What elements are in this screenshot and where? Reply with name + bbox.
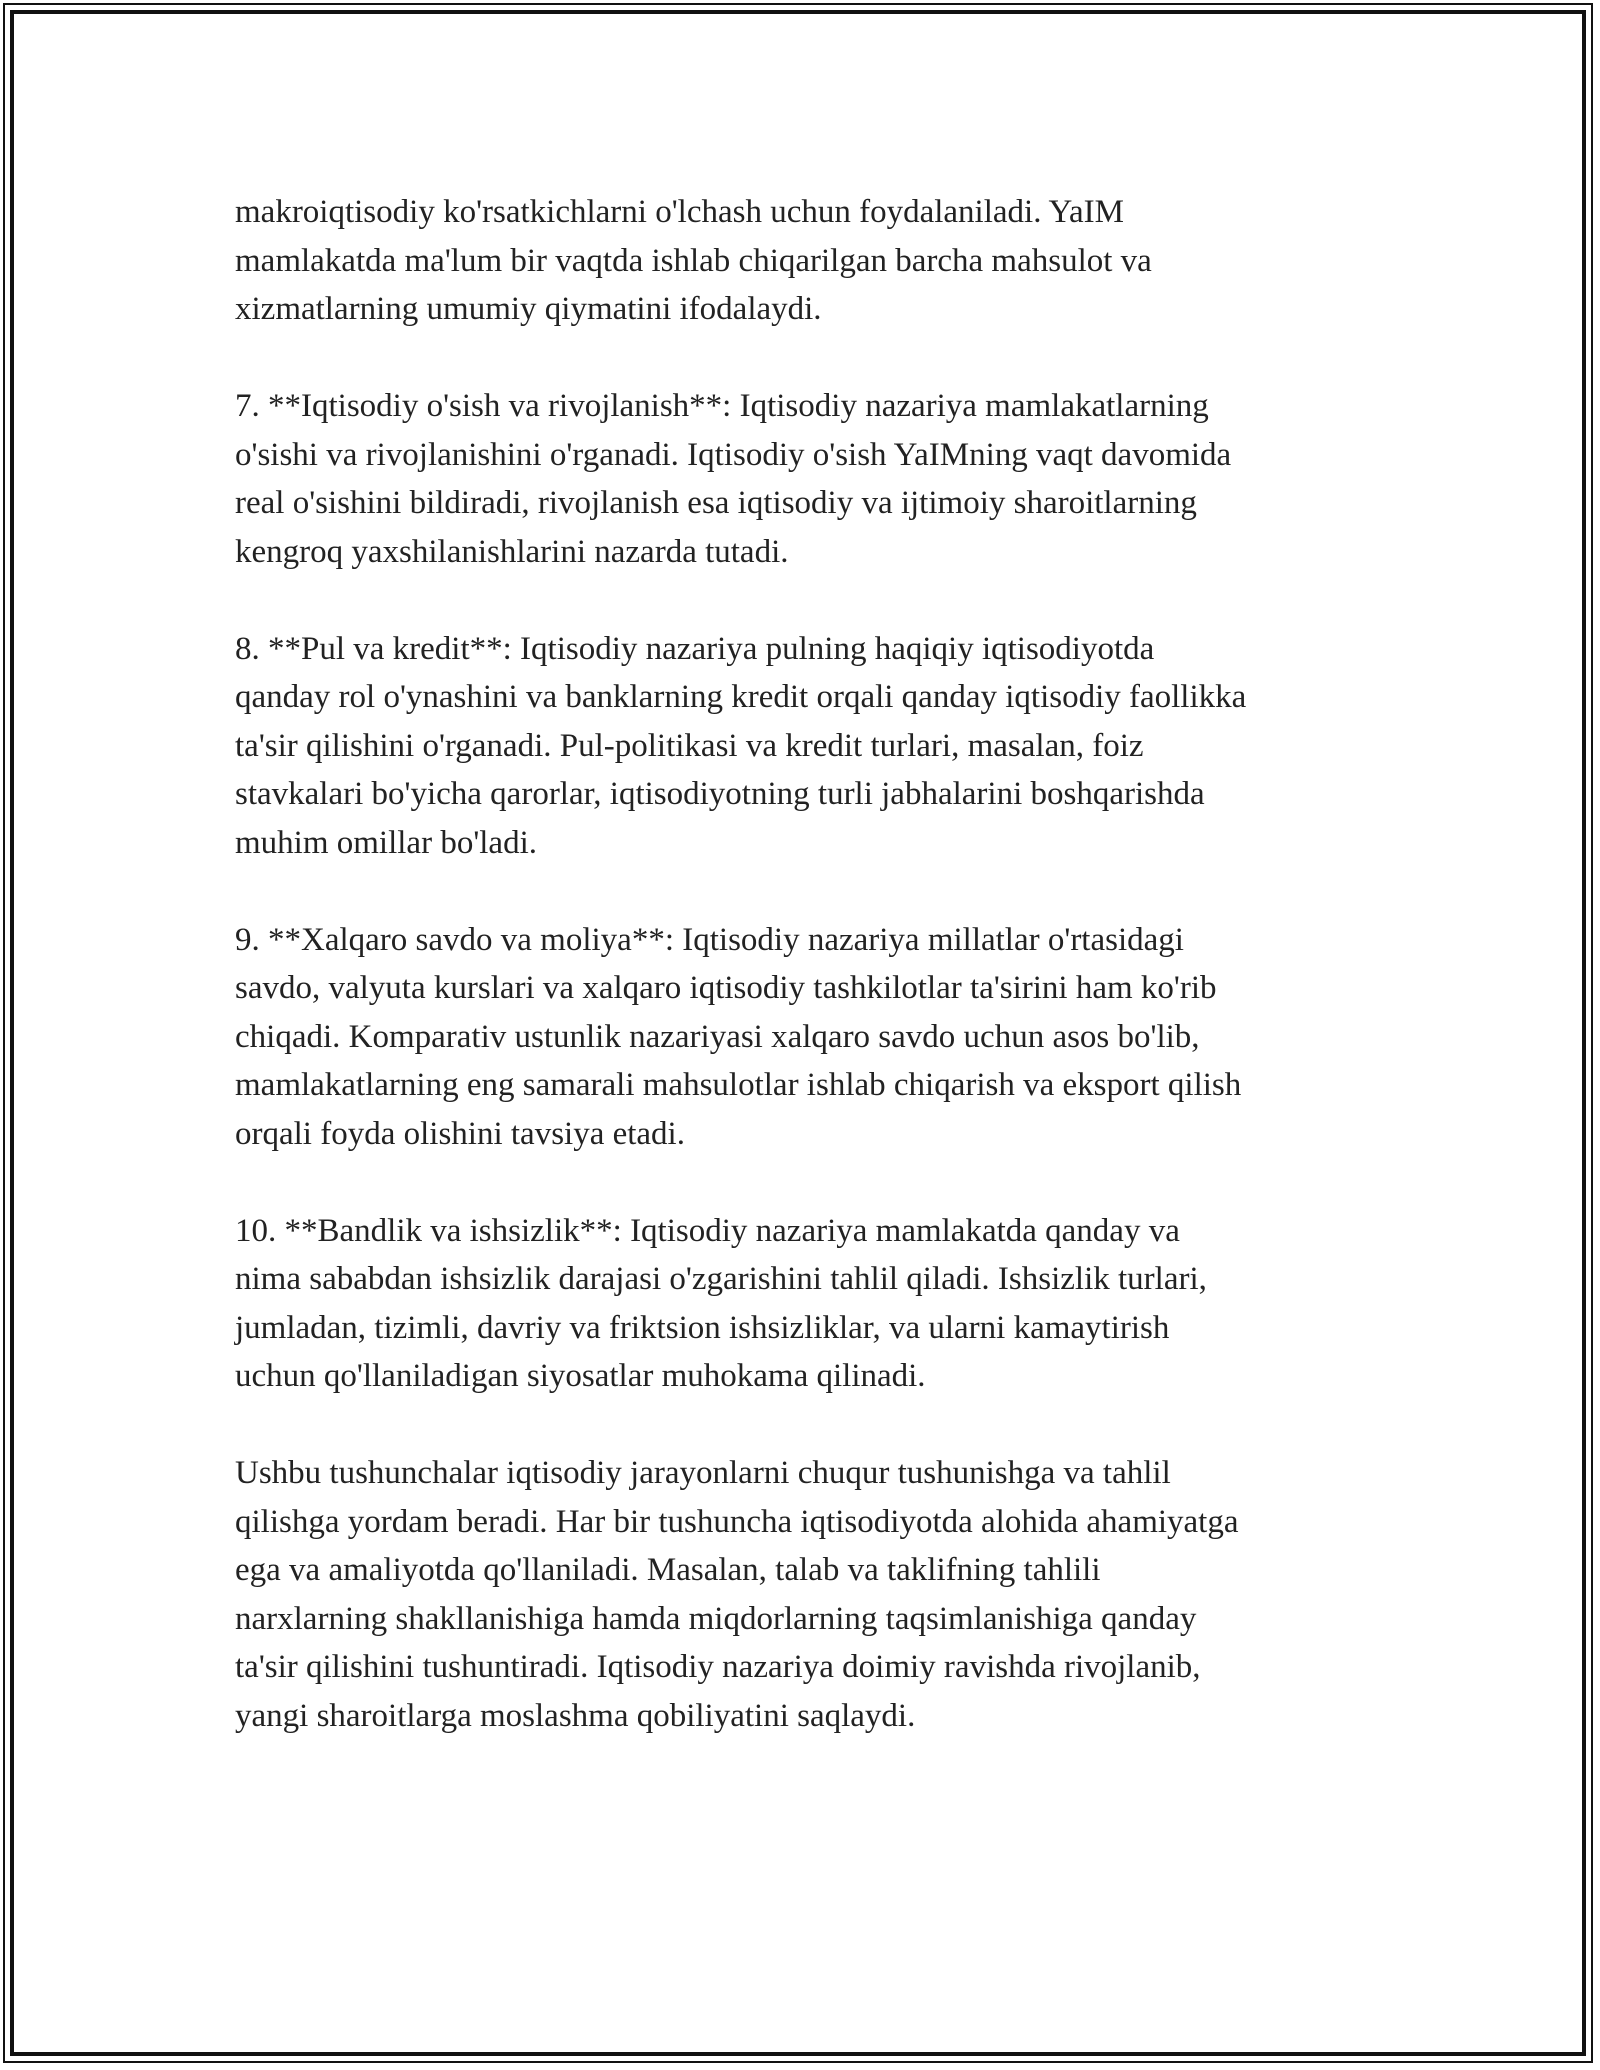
paragraph-conclusion: Ushbu tushunchalar iqtisodiy jarayonlarni chuqur tushunishga va tahlil qilishga yordam beradi. Har bir tushuncha iqtisodiyotda alohida ahamiyatga ega va amaliyotda qo'llaniladi. Masalan, talab va taklifning tahlili narxlarning shakllanishiga hamda miqdorlarning taqsimlanishiga qanday ta'sir qilishini tushuntiradi. Iqtisodiy nazariya doimiy ravishda rivojlanib, yangi sharoitlarga moslashma qobiliyatini saqlaydi. — [235, 1455, 1239, 1734]
document-body — [235, 188, 1385, 1789]
paragraph-money-credit: 8. **Pul va kredit**: Iqtisodiy nazariya pulning haqiqiy iqtisodiyotda qanday rol o'ynashini va banklarning kredit orqali qanday iqtisodiy faollikka ta'sir qilishini o'rganadi. Pul-politikasi va kredit turlari, masalan, foiz stavkalari bo'yicha qarorlar, iqtisodiyotning turli jabhalarini boshqarishda muhim omillar bo'ladi. — [235, 630, 1247, 861]
paragraph-growth-development: 7. **Iqtisodiy o'sish va rivojlanish**: Iqtisodiy nazariya mamlakatlarning o'sishi va rivojlanishini o'rganadi. Iqtisodiy o'sish YaIMning vaqt davomida real o'sishini bildiradi, rivojlanish esa iqtisodiy va ijtimoiy sharoitlarning kengroq yaxshilanishlarini nazarda tutadi. — [235, 388, 1232, 570]
paragraph-employment: 10. **Bandlik va ishsizlik**: Iqtisodiy nazariya mamlakatda qanday va nima sababdan ishsizlik darajasi o'zgarishini tahlil qiladi. Ishsizlik turlari, jumladan, tizimli, davriy va friktsion ishsizliklar, va ularni kamaytirish uchun qo'llaniladigan siyosatlar muhokama qilinadi. — [235, 1212, 1207, 1394]
paragraph-international-trade: 9. **Xalqaro savdo va moliya**: Iqtisodiy nazariya millatlar o'rtasidagi savdo, valyuta kurslari va xalqaro iqtisodiy tashkilotlar ta'sirini ham ko'rib chiqadi. Komparativ ustunlik nazariyasi xalqaro savdo uchun asos bo'lib, mamlakatlarning eng samarali mahsulotlar ishlab chiqarish va eksport qilish orqali foyda olishini tavsiya etadi. — [235, 921, 1242, 1152]
paragraph-gdp-continuation: makroiqtisodiy ko'rsatkichlarni o'lchash uchun foydalaniladi. YaIM mamlakatda ma'lum bir vaqtda ishlab chiqarilgan barcha mahsulot va xizmatlarning umumiy qiymatini ifodalaydi. — [235, 194, 1152, 327]
